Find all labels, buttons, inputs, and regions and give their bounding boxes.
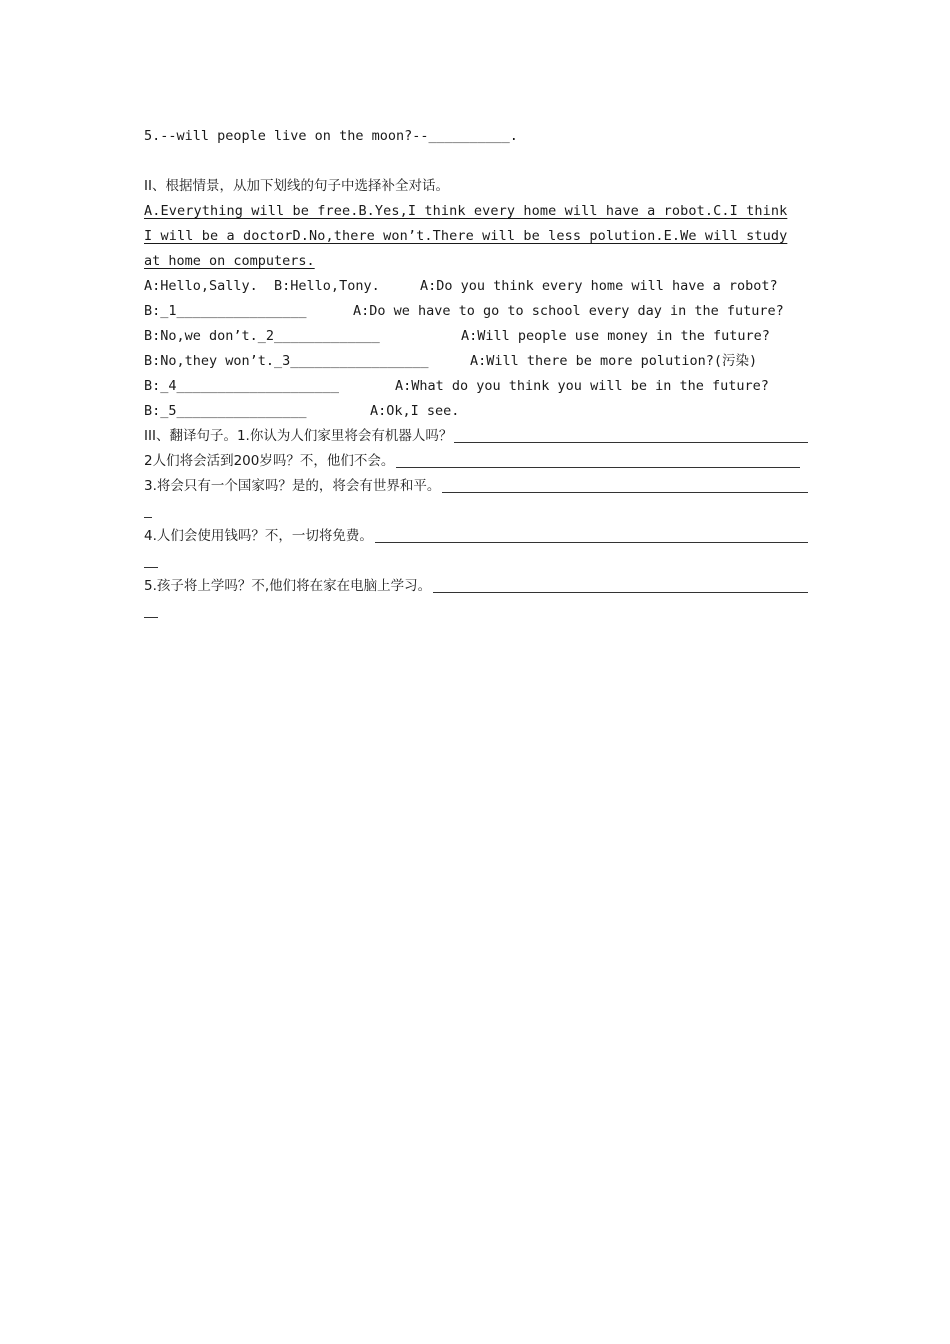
translate-text-2: 2人们将会活到200岁吗？不，他们不会。 [144, 453, 395, 469]
translate-item-3 [144, 474, 808, 499]
worksheet [144, 124, 808, 624]
choices-line-2: I will be a doctorD.No,there won’t.There will be less polution.E.We will study [144, 228, 788, 244]
section-3-heading-line [144, 424, 808, 449]
section-3-heading: III、翻译句子。1.你认为人们家里将会有机器人吗？ [144, 428, 453, 444]
dialogue-line-2 [144, 299, 808, 324]
translate-item-2 [144, 449, 808, 474]
dialogue-right-6: A:Ok,I see. [370, 403, 460, 419]
dialogue-left-3: B:No,we don’t._2_____________ [144, 328, 380, 344]
dialogue-line-3 [144, 324, 808, 349]
translate-text-5: 5.孩子将上学吗？不,他们将在家在电脑上学习。 [144, 578, 432, 594]
answer-blank-1[interactable] [454, 426, 808, 443]
answer-blank-5[interactable] [433, 576, 808, 593]
dialogue-left-5: B:_4____________________ [144, 378, 340, 394]
dialogue-left-1: A:Hello,Sally. B:Hello,Tony. [144, 278, 380, 294]
dialogue-line-1 [144, 274, 808, 299]
dialogue-right-2: A:Do we have to go to school every day in the future? [353, 303, 784, 319]
answer-blank-3-continuation [144, 499, 808, 524]
answer-blank-3[interactable] [442, 476, 808, 493]
translate-item-4 [144, 524, 808, 549]
choices-line-3: at home on computers. [144, 253, 315, 269]
dialogue-right-1: A:Do you think every home will have a robot? [420, 278, 778, 294]
translate-item-5 [144, 574, 808, 599]
dialogue-right-3: A:Will people use money in the future? [461, 328, 770, 344]
dialogue-left-2: B:_1________________ [144, 303, 307, 319]
answer-blank-4[interactable] [375, 526, 808, 543]
translate-text-4: 4.人们会使用钱吗？不，一切将免费。 [144, 528, 373, 544]
answer-blank-5-tail[interactable] [144, 601, 158, 618]
section-2-heading: II、根据情景，从加下划线的句子中选择补全对话。 [144, 178, 449, 194]
question-5-options [144, 149, 808, 174]
answer-blank-4-tail[interactable] [144, 551, 158, 568]
dialogue-left-6: B:_5________________ [144, 403, 307, 419]
question-5: 5.--will people live on the moon?--__________. [144, 128, 518, 144]
dialogue-left-4: B:No,they won’t._3_________________ [144, 353, 429, 369]
answer-blank-3-tail[interactable] [144, 501, 152, 518]
translate-text-3: 3.将会只有一个国家吗？是的，将会有世界和平。 [144, 478, 441, 494]
dialogue-line-4 [144, 349, 808, 374]
choices-line-1: A.Everything will be free.B.Yes,I think every home will have a robot.C.I think [144, 203, 788, 219]
dialogue-right-5: A:What do you think you will be in the future? [395, 378, 769, 394]
dialogue-line-5 [144, 374, 808, 399]
answer-blank-2[interactable] [396, 451, 800, 468]
dialogue-right-4: A:Will there be more polution?(污染) [470, 353, 758, 369]
dialogue-line-6 [144, 399, 808, 424]
answer-blank-4-continuation [144, 549, 808, 574]
answer-blank-5-continuation [144, 599, 808, 624]
